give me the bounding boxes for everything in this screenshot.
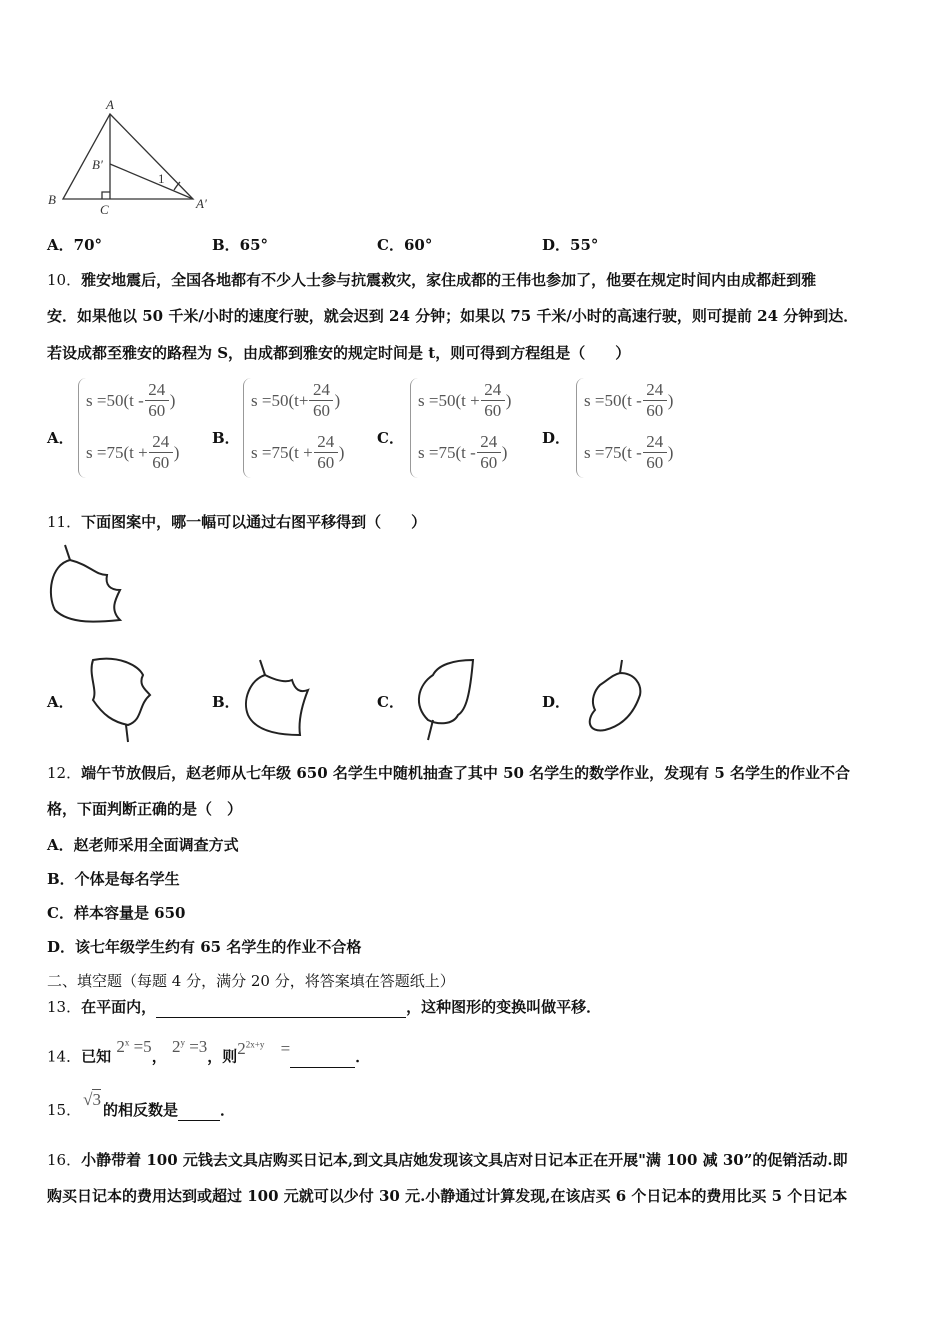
q14-question: 14．已知 $2^x =5$， $2^y =3$，则$2^{2x+y}$ = ． (47, 1036, 371, 1066)
q10-option-d-label[interactable]: D． (542, 429, 571, 447)
q10-option-b-system: s =50(t+ $\frac{24}{60}$ ) s =75(t + $\frac{24}{60}$ ) (243, 378, 373, 478)
q10-line-1: 10．雅安地震后，全国各地都有不少人士参与抗震救灾，家住成都的王伟也参加了，他要在规定时间内由成都赶到雅 (47, 271, 817, 289)
q12-line-1: 12．端午节放假后，赵老师从七年级 650 名学生中随机抽查了其中 50 名学生的数学作业，发现有 5 名学生的作业不合 (47, 764, 851, 782)
leaf-option-c-figure (408, 655, 488, 745)
q10-option-a-system: s =50(t - $\frac{24}{60}$ ) s =75(t + $\frac{24}{60}$ ) (78, 378, 208, 478)
q10-option-c-system: s =50(t + $\frac{24}{60}$ ) s =75(t - $\frac{24}{60}$ ) (410, 378, 540, 478)
q16-line-1: 16．小静带着 100 元钱去文具店购买日记本,到文具店她发现该文具店对日记本正在开展"满 100 减 30”的促销活动.即 (47, 1151, 848, 1169)
q16-line-2: 购买日记本的费用达到或超过 100 元就可以少付 30 元.小静通过计算发现,在该店买 6 个日记本的费用比买 5 个日记本 (47, 1187, 848, 1205)
svg-text:1: 1 (158, 171, 165, 186)
triangle-figure (40, 90, 240, 220)
svg-text:A′: A′ (196, 196, 207, 211)
q13-answer-blank[interactable] (156, 997, 406, 1018)
q15-answer-blank[interactable] (178, 1100, 220, 1121)
svg-text:B: B (48, 192, 56, 207)
q11-option-a[interactable]: A． (47, 693, 74, 711)
q11-option-b[interactable]: B． (212, 693, 240, 711)
q10-option-c-label[interactable]: C． (377, 429, 404, 447)
svg-text:C: C (100, 202, 109, 217)
leaf-option-d-figure (580, 655, 650, 745)
leaf-option-a-figure (78, 650, 158, 745)
q12-option-b[interactable]: B．个体是每名学生 (47, 870, 180, 888)
q10-line-2: 安．如果他以 50 千米/小时的速度行驶，就会迟到 24 分钟；如果以 75 千米/小时的高速行驶，则可提前 24 分钟到达． (47, 307, 859, 325)
q11-option-d[interactable]: D． (542, 693, 571, 711)
q9-option-b[interactable]: B．65° (212, 236, 269, 254)
q11-option-c[interactable]: C． (377, 693, 404, 711)
q12-option-d[interactable]: D．该七年级学生约有 65 名学生的作业不合格 (47, 938, 362, 956)
svg-text:A: A (106, 97, 114, 112)
q13-question: 13．在平面内， ，这种图形的变换叫做平移． (47, 998, 602, 1016)
section-heading: 二、填空题（每题 4 分，满分 20 分，将答案填在答题纸上） (47, 972, 455, 990)
q9-option-a[interactable]: A．70° (47, 236, 103, 254)
q12-line-2: 格，下面判断正确的是（ ） (47, 800, 243, 818)
q12-option-c[interactable]: C．样本容量是 650 (47, 904, 186, 922)
leaf-reference-figure (45, 540, 125, 630)
q11-question: 11．下面图案中，哪一幅可以通过右图平移得到（ ） (47, 513, 427, 531)
q9-option-d[interactable]: D．55° (542, 236, 599, 254)
leaf-option-b-figure (240, 655, 320, 745)
q10-option-d-system: s =50(t - $\frac{24}{60}$ ) s =75(t - $\frac{24}{60}$ ) (576, 378, 706, 478)
q10-option-a-label[interactable]: A． (47, 429, 74, 447)
q10-line-3: 若设成都至雅安的路程为 S，由成都到雅安的规定时间是 t，则可得到方程组是（ ） (47, 344, 631, 362)
svg-text:B′: B′ (92, 157, 103, 172)
q9-option-c[interactable]: C．60° (377, 236, 433, 254)
q15-question: 15．√3的相反数是 ． (47, 1090, 235, 1119)
q14-answer-blank[interactable] (290, 1047, 355, 1068)
q12-option-a[interactable]: A．赵老师采用全面调查方式 (47, 836, 239, 854)
q10-option-b-label[interactable]: B． (212, 429, 240, 447)
